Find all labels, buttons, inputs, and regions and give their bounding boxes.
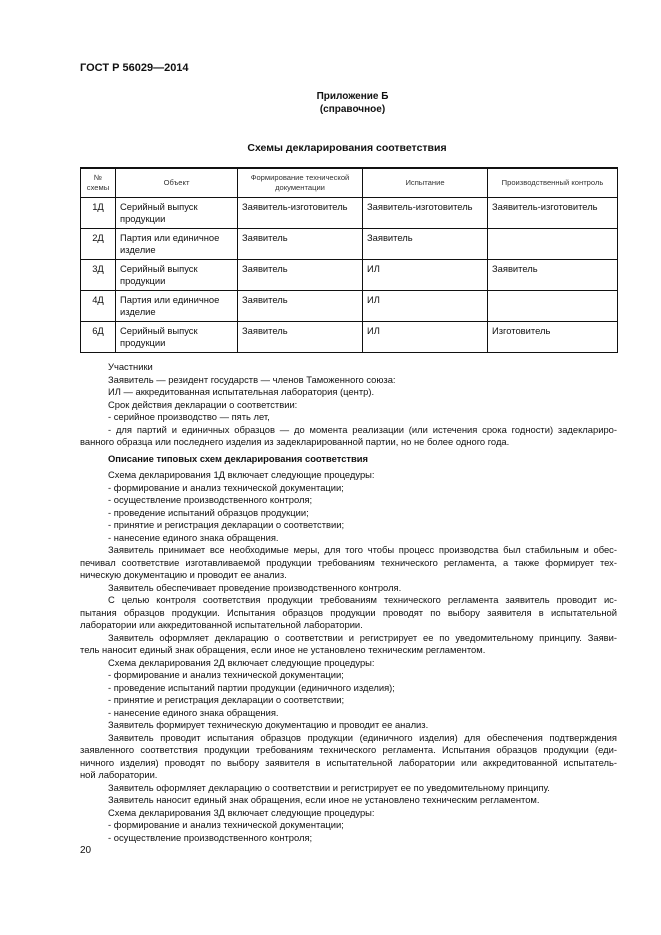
table-cell: 3Д	[81, 259, 116, 290]
declaration-schemes-table	[80, 167, 618, 353]
text-line: Схема декларирования 3Д включает следующие процедуры:	[108, 806, 375, 818]
text-line: ническую документацию и проводит ее анализ.	[80, 569, 287, 580]
table-cell: Заявитель-изготовитель	[488, 197, 618, 228]
text-line: тель наносит единый знак обращения, если иное не установлено техническим регламентом.	[80, 644, 486, 655]
table-header-row	[81, 168, 618, 197]
text-line: - проведение испытаний образцов продукции;	[108, 506, 309, 518]
text-line: ванного образца или последнего изделия из задекларированной партии, но не более одного года.	[80, 436, 510, 447]
text-line: - формирование и анализ технической документации;	[108, 819, 344, 830]
column-header: Испытание	[363, 168, 488, 197]
table-cell: Заявитель	[238, 321, 363, 352]
text-line: печивал соответствие изготавливаемой продукции требованиям технического регламента, а также формирует тех-	[80, 556, 617, 568]
text-line: пытания образцов продукции. Испытания образцов продукции проводят по выбору заявителя в испытательной	[80, 606, 617, 618]
text-line: Заявитель — резидент государств — членов Таможенного союза:	[108, 373, 396, 385]
column-header: Формирование технической документации	[238, 168, 363, 197]
table-cell	[488, 228, 618, 259]
text-line: Заявитель принимает все необходимые меры, для того чтобы процесс производства был стабильным и обес-	[108, 544, 617, 555]
text-line: лаборатории или аккредитованной испытательной лаборатории.	[80, 619, 363, 630]
table-cell: Заявитель-изготовитель	[238, 197, 363, 228]
text-line: Заявитель проводит испытания образцов продукции (единичного изделия) для обеспечения подтверждения	[108, 731, 617, 743]
text-line: - принятие и регистрация декларации о соответствии;	[108, 694, 345, 705]
text-line: Схема декларирования 1Д включает следующие процедуры:	[108, 469, 375, 480]
table-cell: Заявитель	[488, 259, 618, 290]
page-number: 20	[80, 845, 92, 856]
text-line: Заявитель оформляет декларацию о соответствии и регистрирует ее по уведомительному принципу. Заяви-	[108, 631, 617, 643]
text-line: - формирование и анализ технической документации;	[108, 669, 344, 680]
text-line: - для партий и единичных образцов — до момента реализации (или истечения срока годности) задеклариро-	[108, 423, 617, 435]
table-row	[81, 228, 618, 259]
text-line: - проведение испытаний партии продукции (единичного изделия);	[108, 681, 395, 693]
text-line: Заявитель формирует техническую документацию и проводит ее анализ.	[108, 719, 429, 730]
text-line: ИЛ — аккредитованная испытательная лаборатория (центр).	[108, 386, 375, 397]
table-row	[81, 290, 618, 321]
text-line: С целью контроля соответствия продукции требованиям технического регламента заявитель проводит ис-	[108, 594, 617, 605]
table-cell: 4Д	[81, 290, 116, 321]
text-line: - принятие и регистрация декларации о соответствии;	[108, 519, 345, 530]
annex-note: (справочное)	[319, 104, 386, 115]
text-line: - нанесение единого знака обращения.	[108, 531, 279, 543]
text-line: ничного изделия) проводят по выбору заявителя в испытательной лаборатории или аккредитованной испытатель-	[80, 756, 617, 768]
text-line: - формирование и анализ технической документации;	[108, 481, 344, 493]
text-line: - серийное производство — пять лет,	[108, 411, 270, 422]
column-header: Объект	[116, 168, 238, 197]
column-header: № схемы	[81, 168, 116, 197]
table-cell	[488, 290, 618, 321]
text-line: Срок действия декларации о соответствии:	[108, 398, 298, 410]
table-cell: ИЛ	[363, 259, 488, 290]
table-cell: Серийный выпуск продукции	[116, 259, 238, 290]
table-cell: Заявитель-изготовитель	[363, 197, 488, 228]
table-cell: Заявитель	[363, 228, 488, 259]
table-row	[81, 197, 618, 228]
table-cell: Серийный выпуск продукции	[116, 197, 238, 228]
table-cell: Партия или единичное изделие	[116, 228, 238, 259]
table-row	[81, 259, 618, 290]
document-code: ГОСТ Р 56029—2014	[80, 62, 189, 74]
table-cell: Заявитель	[238, 259, 363, 290]
text-line: - осуществление производственного контроля;	[108, 831, 313, 843]
text-line: Участники	[108, 361, 153, 372]
annex-title: Приложение Б	[316, 91, 389, 102]
column-header: Производственный контроль	[488, 168, 618, 197]
text-line: Схема декларирования 2Д включает следующие процедуры:	[108, 656, 375, 668]
text-line: Заявитель наносит единый знак обращения, если иное не установлено техническим регламентом.	[108, 794, 540, 805]
text-line: - нанесение единого знака обращения.	[108, 706, 279, 718]
text-line: Заявитель обеспечивает проведение производственного контроля.	[108, 581, 402, 593]
table-cell: Партия или единичное изделие	[116, 290, 238, 321]
table-cell: ИЛ	[363, 290, 488, 321]
table-cell: 2Д	[81, 228, 116, 259]
text-line: Заявитель оформляет декларацию о соответствии и регистрирует ее по уведомительному принципу.	[108, 781, 550, 793]
table-cell: Заявитель	[238, 290, 363, 321]
table-cell: ИЛ	[363, 321, 488, 352]
table-cell: Серийный выпуск продукции	[116, 321, 238, 352]
table-cell: Изготовитель	[488, 321, 618, 352]
text-line: - осуществление производственного контроля;	[108, 494, 313, 505]
text-line: заявленного соответствия продукции требованиям технического регламента. Испытания образцов продукции (еди-	[80, 744, 617, 755]
table-cell: 1Д	[81, 197, 116, 228]
text-line: ной лаборатории.	[80, 769, 158, 780]
section-heading: Описание типовых схем декларирования соответствия	[108, 452, 368, 464]
table-title: Схемы декларирования соответствия	[247, 142, 447, 154]
table-row	[81, 321, 618, 352]
table-cell: Заявитель	[238, 228, 363, 259]
table-cell: 6Д	[81, 321, 116, 352]
